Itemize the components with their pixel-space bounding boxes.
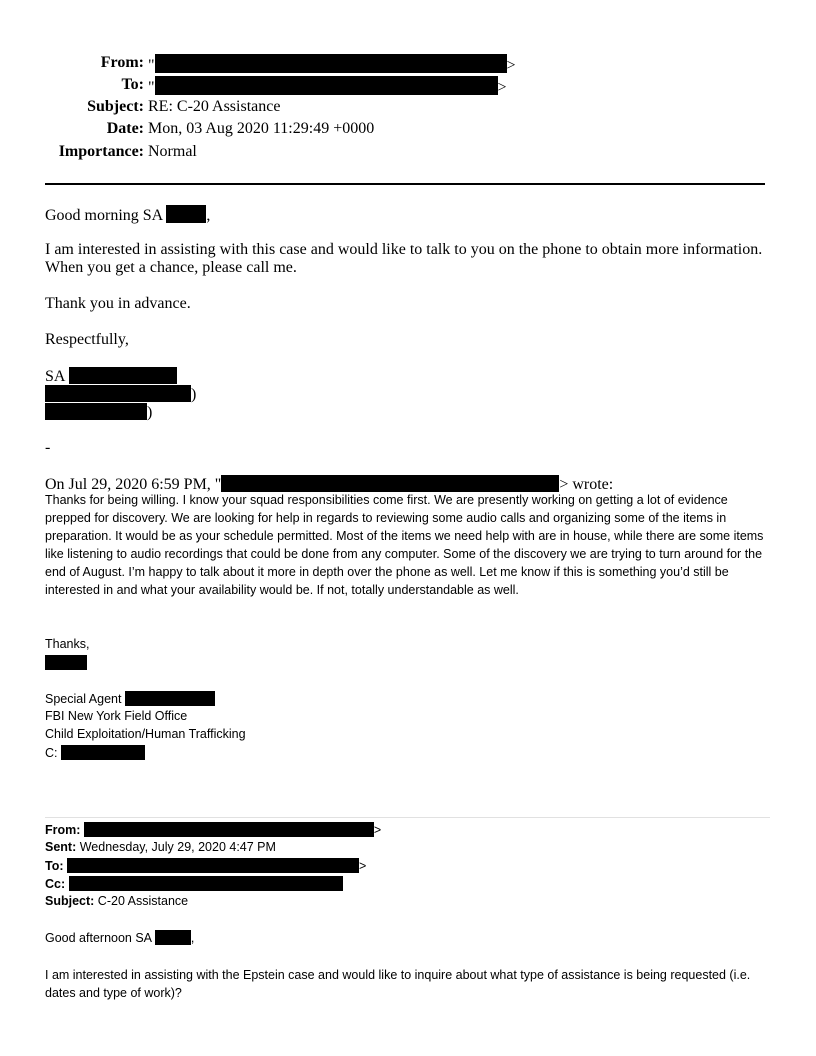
sig-title-text: Special Agent [45, 692, 122, 706]
redaction-box [45, 385, 191, 402]
original-greeting-comma: , [190, 931, 195, 945]
importance-value: Normal [148, 143, 197, 160]
original-greeting-text: Good afternoon SA [45, 931, 152, 945]
redaction-box [45, 655, 87, 670]
quoted-sig-unit: Child Exploitation/Human Trafficking [45, 727, 246, 741]
reply-signature-name [45, 367, 177, 386]
quoted-body: Thanks for being willing. I know your squad responsibilities come first. We are presently working on getting a lot of evidence prepped for discovery. We are looking for help in regards to reviewing some audio calls and organizing some of the items in preparation. It would be as your schedule permitted. Most of the items we need help with are in house, while there are some items like listening to audio recordings that could be done from any computer. Some of the discovery we are trying to turn around for the end of August. I’m happy to talk about it more in depth over the phone as well. Let me know if this is something you’d still be interested in and what your availability would be. If not, totally understandable as well. [45, 493, 764, 597]
to-quote: " [148, 79, 155, 96]
redaction-box [166, 205, 206, 223]
original-from [45, 822, 381, 837]
intro-text: On Jul 29, 2020 6:59 PM, " [45, 476, 222, 493]
original-to-bracket: > [359, 859, 367, 873]
original-cc-label: Cc: [45, 877, 66, 891]
original-sent-value: Wednesday, July 29, 2020 4:47 PM [79, 840, 276, 854]
redaction-box [84, 822, 374, 837]
original-from-label: From: [45, 823, 81, 837]
date-label: Date: [106, 120, 144, 137]
sig-prefix: SA [45, 368, 65, 385]
from-label: From: [100, 54, 144, 71]
to-value [148, 76, 507, 97]
redaction-box [69, 367, 177, 384]
intro-wrote: > wrote: [559, 476, 614, 493]
importance-label: Importance: [58, 143, 144, 160]
greeting-comma: , [206, 207, 211, 224]
reply-closing: Respectfully, [45, 331, 129, 348]
header-divider [45, 183, 765, 185]
quoted-sig-redacted [45, 655, 87, 670]
redaction-box [45, 403, 147, 420]
quoted-thanks: Thanks, [45, 637, 90, 651]
reply-dash: - [45, 439, 51, 456]
original-sent [45, 840, 276, 854]
from-bracket: > [506, 57, 516, 74]
original-subject-label: Subject: [45, 894, 95, 908]
original-greeting [45, 930, 194, 945]
subject-label: Subject: [87, 98, 144, 115]
reply-greeting [45, 205, 210, 225]
quoted-sig-office: FBI New York Field Office [45, 709, 188, 723]
redaction-box [67, 858, 359, 873]
subject-value: RE: C-20 Assistance [148, 98, 281, 115]
redaction-box [61, 745, 145, 760]
reply-signature-line2 [45, 385, 196, 404]
reply-body: I am interested in assisting with this case and would like to talk to you on the phone to obtain more information. When you get a chance, please call me. [45, 241, 763, 276]
redaction-box [69, 876, 343, 891]
to-bracket: > [497, 79, 507, 96]
to-label: To: [121, 76, 144, 93]
original-from-bracket: > [373, 823, 382, 837]
original-body: I am interested in assisting with the Epstein case and would like to inquire about what type of assistance is being requested (i.e. dates and type of work)? [45, 968, 751, 1000]
original-subject-value: C-20 Assistance [97, 894, 189, 908]
original-to [45, 858, 366, 873]
original-to-label: To: [45, 859, 64, 873]
quoted-sig-cell [45, 745, 145, 760]
from-value [148, 54, 516, 75]
sig-paren: ) [147, 404, 153, 421]
reply-thanks: Thank you in advance. [45, 295, 191, 312]
original-cc [45, 876, 343, 891]
sig-cell-label: C: [45, 746, 58, 760]
original-subject [45, 894, 188, 908]
redaction-box [155, 930, 191, 945]
date-value: Mon, 03 Aug 2020 11:29:49 +0000 [148, 120, 375, 137]
from-quote: " [148, 57, 155, 74]
greeting-text: Good morning SA [45, 207, 163, 224]
original-sent-label: Sent: [45, 840, 77, 854]
redaction-box [155, 54, 507, 73]
redaction-box [221, 475, 559, 492]
reply-signature-line3 [45, 403, 152, 422]
redaction-box [125, 691, 215, 706]
original-message-divider [45, 817, 770, 818]
redaction-box [155, 76, 498, 95]
sig-paren: ) [191, 386, 197, 403]
quoted-sig-title [45, 691, 215, 706]
